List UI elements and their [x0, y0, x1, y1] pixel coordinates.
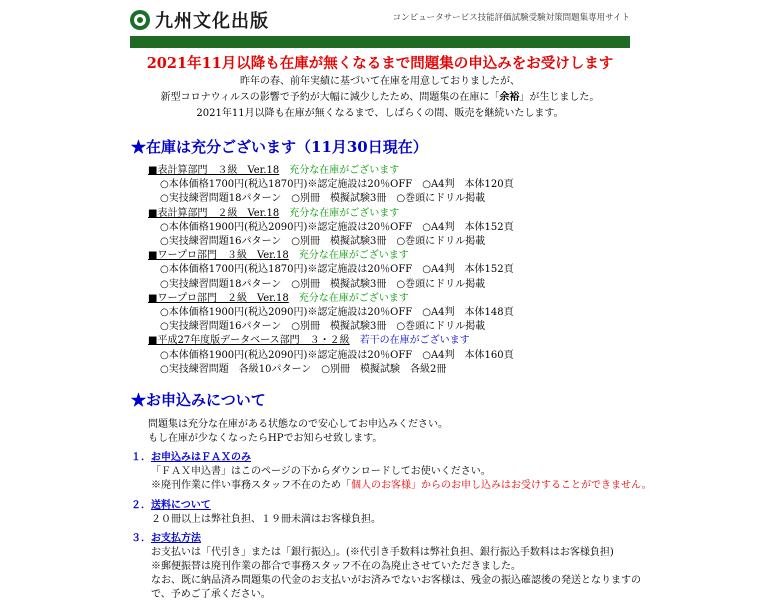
order-item-line: で、予めご了承ください。: [151, 589, 271, 600]
product-detail: ○実技練習問題18パターン ○別冊 模擬試験3冊 ○巻頭にドリル掲載: [160, 193, 486, 205]
order-item-title: 送料について: [151, 500, 211, 511]
notice-section: [0, 54, 760, 122]
order-item-line: 「ＦＡＸ申込書」はこのページの下からダウンロードしてお使いください。: [151, 466, 491, 477]
product-detail: ○本体価格1700円(税込1870円)※認定施設は20％OFF ○A4判 本体120頁: [160, 179, 514, 191]
stock-title: ★在庫は充分ございます（11月30日現在）: [131, 138, 428, 156]
order-item-fax: １．お申込みはＦＡＸのみ 「ＦＡＸ申込書」はこのページの下からダウンロードしてお使いください。 ※廃刊作業に伴い事務スタッフ不在のため「個人のお客様」からのお申し込みはお受けすることができません。: [131, 452, 652, 491]
product-name: ■ワープロ部門 ３級 Ver.18: [148, 250, 289, 262]
logo-text: 九州文化出版: [155, 11, 269, 32]
stock-status: 充分な在庫がございます: [298, 292, 409, 304]
order-item-line: なお、既に納品済み問題集の代金のお支払いがお済みでないお客様は、残金の振込確認後の発送となりますの: [151, 575, 641, 586]
product-name: ■平成27年度版データベース部門 ３・２級: [148, 335, 350, 347]
product-detail: ○本体価格1900円(税込2090円)※認定施設は20％OFF ○A4判 本体152頁: [160, 221, 514, 233]
site-header: [130, 4, 630, 34]
stock-status: 若干の在庫がございます: [359, 335, 470, 347]
stock-status: 充分な在庫がございます: [289, 165, 400, 176]
order-item-payment: ３．お支払方法 お支払いは「代引き」または「銀行振込」。(※代引き手数料は弊社負担、銀行振込手数料はお客様負担) ※郵便振替は廃刊作業の都合で事務スタッフ不在の為廃止させていただきました。 なお、既に納品済み問題集の代金のお支払いがお済みでないお客様は、残金の振込確認後の発送となりますの で、予めご了承ください。: [131, 533, 641, 600]
stock-status: 充分な在庫がございます: [298, 250, 409, 262]
product-item: [148, 334, 514, 377]
order-item-line: ※廃刊作業に伴い事務スタッフ不在のため「個人のお客様」からのお申し込みはお受けすることができません。: [151, 480, 652, 491]
notice-line-2: 新型コロナウィルスの影響で予約が大幅に減少したため、問題集の在庫に「余裕」が生じました。: [160, 92, 600, 103]
notice-headline: 2021年11月以降も在庫が無くなるまで問題集の申込みをお受けします: [146, 55, 614, 72]
product-item: [148, 249, 514, 292]
site-tagline: コンピュータサービス技能評価試験受験対策問題集専用サイト: [392, 13, 630, 23]
notice-line-3: 2021年11月以降も在庫が無くなるまで、しばらくの間、販売を継続いたします。: [196, 108, 564, 119]
product-detail: ○実技練習問題16パターン ○別冊 模擬試験3冊 ○巻頭にドリル掲載: [160, 321, 486, 333]
product-item: [148, 207, 514, 250]
logo[interactable]: [130, 7, 269, 33]
order-item-line: ２０冊以上は弊社負担、１９冊未満はお客様負担。: [151, 514, 381, 525]
order-item-title: お支払方法: [151, 533, 201, 544]
notice-line-1: 昨年の春、前年実績に基づいて在庫を用意しておりましたが、: [240, 76, 520, 87]
order-title: ★お申込みについて: [131, 391, 266, 409]
stock-status: 充分な在庫がございます: [289, 207, 400, 219]
order-item-shipping: ２．送料について ２０冊以上は弊社負担、１９冊未満はお客様負担。: [131, 500, 381, 525]
order-item-line: ※郵便振替は廃刊作業の都合で事務スタッフ不在の為廃止させていただきました。: [151, 561, 521, 572]
individual-customer-highlight: 個人のお客様: [351, 480, 411, 491]
order-intro-line: 問題集は充分な在庫がある状態なので安心してお申込みください。: [148, 419, 448, 430]
product-item: [148, 292, 514, 335]
product-detail: ○実技練習問題18パターン ○別冊 模擬試験3冊 ○巻頭にドリル掲載: [160, 278, 486, 290]
product-name: ■ワープロ部門 ２級 Ver.18: [148, 292, 289, 304]
order-intro-line: もし在庫が少なくなったらHPでお知らせ致します。: [148, 433, 383, 444]
product-name: ■表計算部門 ２級 Ver.18: [148, 207, 280, 219]
header-bar: [130, 36, 630, 48]
product-detail: ○実技練習問題16パターン ○別冊 模擬試験3冊 ○巻頭にドリル掲載: [160, 236, 486, 248]
product-detail: ○実技練習問題 各級10パターン ○別冊 模擬試験 各級2冊: [160, 363, 447, 375]
order-item-line: お支払いは「代引き」または「銀行振込」。(※代引き手数料は弊社負担、銀行振込手数料はお客様負担): [151, 547, 614, 558]
notice-emphasis: 余裕: [499, 92, 520, 103]
product-name: ■表計算部門 ３級 Ver.18: [148, 165, 280, 176]
product-item: [148, 164, 514, 207]
product-detail: ○本体価格1900円(税込2090円)※認定施設は20％OFF ○A4判 本体148頁: [160, 307, 514, 319]
product-detail: ○本体価格1900円(税込2090円)※認定施設は20％OFF ○A4判 本体160頁: [160, 349, 514, 361]
order-intro: [148, 418, 448, 446]
order-item-title: お申込みはＦＡＸのみ: [151, 452, 251, 463]
circle-logo-icon: [130, 10, 150, 30]
product-detail: ○本体価格1700円(税込1870円)※認定施設は20％OFF ○A4判 本体152頁: [160, 264, 514, 276]
product-list: [148, 164, 514, 377]
